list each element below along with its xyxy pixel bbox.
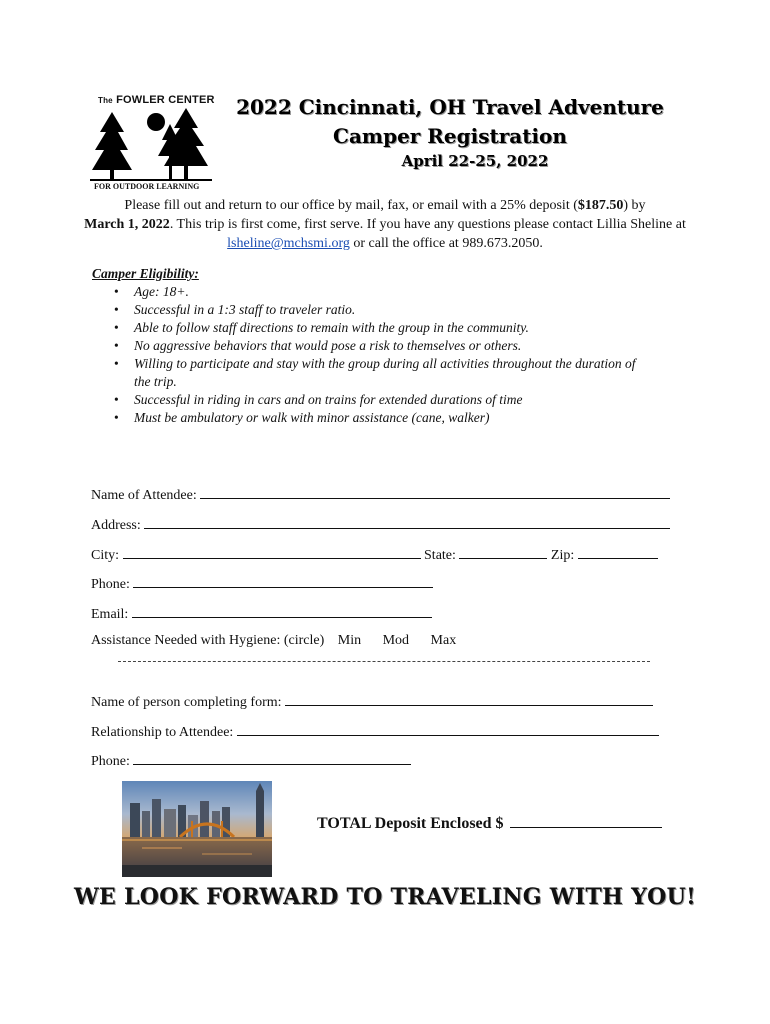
bullet-icon: • xyxy=(114,392,119,407)
city-state-zip-row xyxy=(91,545,658,564)
eligibility-list xyxy=(92,283,712,427)
city-field[interactable] xyxy=(123,545,421,559)
relationship-row xyxy=(91,722,659,741)
address-label: Address: xyxy=(91,518,141,533)
total-deposit-row xyxy=(317,812,662,833)
bullet-icon: • xyxy=(114,284,119,299)
intro-text-2: ) by xyxy=(623,198,646,213)
list-item xyxy=(114,355,654,391)
attendee-name-row xyxy=(91,485,670,504)
phone-row xyxy=(91,574,433,593)
intro-text-4: or call the office at 989.673.2050. xyxy=(349,236,543,251)
title-line-2: Camper Registration xyxy=(333,124,567,148)
list-item xyxy=(114,319,712,337)
state-field[interactable] xyxy=(459,545,547,559)
intro-text-1: Please fill out and return to our office by mail, fax, or email with a 25% deposit ( xyxy=(124,198,578,213)
intro-text-3: . This trip is first come, first serve. If you have any questions please contact Lillia Sheline at xyxy=(169,217,686,232)
eligibility-item-text: Age: 18+. xyxy=(134,284,189,299)
eligibility-item-text: Willing to participate and stay with the group during all activities throughout the duration of the trip. xyxy=(134,356,636,389)
address-row xyxy=(91,515,670,534)
list-item xyxy=(114,337,712,355)
section-divider xyxy=(118,661,650,662)
list-item xyxy=(114,409,712,427)
logo-top-text xyxy=(98,94,215,106)
closing-message: WE LOOK FORWARD TO TRAVELING WITH YOU! xyxy=(73,884,697,910)
email-field[interactable] xyxy=(132,604,432,618)
bullet-icon: • xyxy=(114,356,119,371)
eligibility-item-text: No aggressive behaviors that would pose a risk to themselves or others. xyxy=(134,338,522,353)
total-deposit-field[interactable] xyxy=(510,812,662,828)
bullet-icon: • xyxy=(114,410,119,425)
relationship-field[interactable] xyxy=(237,722,659,736)
bullet-icon: • xyxy=(114,338,119,353)
bullet-icon: • xyxy=(114,302,119,317)
trees-and-sun-icon xyxy=(90,106,212,182)
eligibility-heading: Camper Eligibility: xyxy=(92,266,199,281)
cincinnati-skyline-photo xyxy=(122,781,272,877)
phone-field[interactable] xyxy=(133,574,433,588)
title-line-1: 2022 Cincinnati, OH Travel Adventure xyxy=(236,95,664,119)
hygiene-label: Assistance Needed with Hygiene: (circle) xyxy=(91,633,325,648)
email-row xyxy=(91,604,432,623)
completer-phone-field[interactable] xyxy=(133,751,411,765)
phone-label: Phone: xyxy=(91,577,130,592)
hygiene-option-mod[interactable]: Mod xyxy=(382,633,410,648)
bullet-icon: • xyxy=(114,320,119,335)
list-item xyxy=(114,283,712,301)
hygiene-option-min[interactable]: Min xyxy=(337,633,362,648)
city-label: City: xyxy=(91,548,120,563)
logo-bottom-text: FOR OUTDOOR LEARNING xyxy=(94,182,200,191)
list-item xyxy=(114,301,712,319)
eligibility-item-text: Must be ambulatory or walk with minor assistance (cane, walker) xyxy=(134,410,490,425)
relationship-label: Relationship to Attendee: xyxy=(91,725,234,740)
attendee-name-label: Name of Attendee: xyxy=(91,488,197,503)
zip-label: Zip: xyxy=(550,548,575,563)
completer-phone-label: Phone: xyxy=(91,754,130,769)
completer-name-label: Name of person completing form: xyxy=(91,695,282,710)
completer-name-row xyxy=(91,692,653,711)
intro-paragraph xyxy=(80,196,690,253)
completer-name-field[interactable] xyxy=(285,692,653,706)
eligibility-item-text: Successful in a 1:3 staff to traveler ratio. xyxy=(134,302,356,317)
hygiene-row xyxy=(91,633,456,649)
address-field[interactable] xyxy=(144,515,670,529)
attendee-name-field[interactable] xyxy=(200,485,670,499)
eligibility-item-text: Successful in riding in cars and on trains for extended durations of time xyxy=(134,392,523,407)
completer-phone-row xyxy=(91,751,411,770)
eligibility-section xyxy=(92,265,712,427)
deadline-date: March 1, 2022 xyxy=(84,217,170,232)
list-item xyxy=(114,391,712,409)
logo-the: The xyxy=(98,96,113,105)
deposit-amount: $187.50 xyxy=(577,198,624,213)
email-label: Email: xyxy=(91,607,129,622)
eligibility-item-text: Able to follow staff directions to remain with the group in the community. xyxy=(134,320,529,335)
fowler-center-logo xyxy=(90,92,215,194)
contact-email-link[interactable]: lsheline@mchsmi.org xyxy=(227,236,350,251)
total-deposit-label: TOTAL Deposit Enclosed $ xyxy=(317,815,504,832)
state-label: State: xyxy=(424,548,456,563)
hygiene-option-max[interactable]: Max xyxy=(430,633,457,648)
logo-name: FOWLER CENTER xyxy=(116,94,215,106)
trip-date: April 22-25, 2022 xyxy=(401,152,549,170)
zip-field[interactable] xyxy=(578,545,658,559)
